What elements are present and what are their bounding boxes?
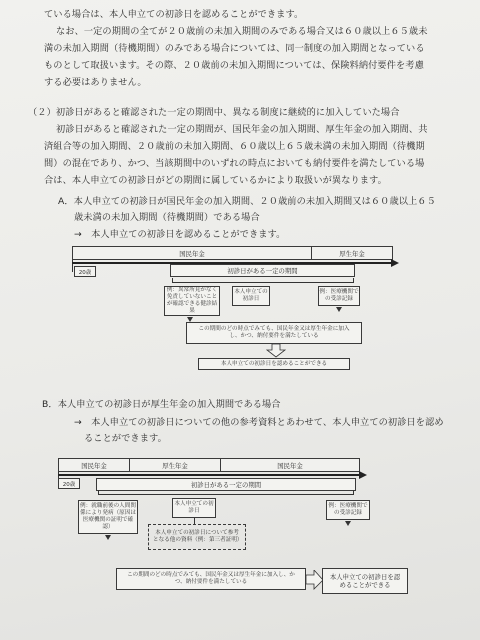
intro-line-5: する必要はありません。: [44, 77, 147, 88]
diagramB-header-kokumin-1: 国民年金: [58, 458, 130, 472]
diagramA-header-kosei: 厚生年金: [311, 246, 393, 260]
diagramA-example-box: 例：異常所見がなく免責していないことが確認できる健診結果: [164, 286, 220, 316]
caseB-line-1: B．本人申立ての初診日が厚生年金の加入期間である場合: [42, 399, 281, 410]
diagramB-arrow-right: [345, 521, 351, 526]
diagramB-timeline-arrowhead: [359, 471, 367, 479]
caseB-line-3: ることができます。: [84, 433, 167, 444]
diagramA-result-box: 本人申立ての初診日を認めることができる: [198, 358, 350, 370]
diagramA-period-bracket: [172, 282, 354, 283]
caseB-line-2: → 本人申立ての初診日についての他の参考資料とあわせて、本人申立ての初診日を認め: [74, 417, 444, 428]
diagramA-header-kokumin: 国民年金: [72, 246, 312, 260]
diagramB-bracket-left: [98, 490, 99, 495]
diagramA-bracket-left: [172, 278, 173, 283]
caseA-line-1: A．本人申立ての初診日が国民年金の加入期間、２０歳前の未加入期間又は６０歳以上６５: [58, 196, 436, 207]
section2-line-5: 合は、本人申立ての初診日がどの期間に属しているかにより取扱いが異なります。: [44, 175, 387, 186]
section2-line-4: 間）の混在であり、かつ、当該期間中のいずれの時点においても納付要件を満たしている場: [44, 158, 425, 169]
section2-heading: （２）初診日があると確認された一定の期間中、異なる制度に継続的に加入していた場合: [28, 107, 400, 118]
diagramA-record-box: 例：医療機関での受診記録: [318, 286, 360, 306]
diagramA-arrow-right: [336, 307, 342, 312]
diagramB-selfreport-box: 本人申立ての初診日: [172, 498, 216, 518]
diagramB-bracket-right: [353, 490, 354, 495]
section2-line-2: 初診日があると確認された一定の期間が、国民年金の加入期間、厚生年金の加入期間、共: [56, 124, 428, 135]
diagramB-header-kokumin-2: 国民年金: [220, 458, 360, 472]
diagramA-timeline-arrowhead: [391, 259, 399, 267]
diagramB-timeline: [58, 474, 360, 476]
intro-line-2: なお、一定の期間の全てが２０歳前の未加入期間のみである場合又は６０歳以上６５歳未: [56, 26, 428, 37]
section2-line-3: 済組合等の加入期間、２０歳前の未加入期間、６０歳以上６５歳未満の未加入期間（待機期: [44, 141, 425, 152]
intro-line-3: 満の未加入期間（待機期間）のみである場合については、同一制度の加入期間となっている: [44, 43, 425, 54]
diagramA-selfreport-box: 本人申立ての初診日: [232, 286, 270, 306]
diagramB-period-bracket: [98, 494, 354, 495]
diagramB-example-box: 例：就職前後の人間関係により発病（原因は医療機関の証明で確認）: [78, 500, 138, 534]
diagramB-age-label: 20歳: [58, 478, 80, 489]
intro-line-1: ている場合は、本人申立ての初診日を認めることができます。: [44, 9, 304, 20]
diagramB-period-label: 初診日がある一定の期間: [96, 478, 356, 491]
diagramA-bracket-right: [353, 278, 354, 283]
diagramB-condition-box: この期間のどの時点でみても、国民年金又は厚生年金に加入し、かつ、納付要件を満たしている: [116, 568, 306, 590]
diagramB-reference-box: 本人申立ての初診日について参考となる他の資料（例：第三者証明）: [148, 524, 246, 550]
caseA-line-3: → 本人申立ての初診日を認めることができます。: [74, 229, 286, 240]
diagramB-record-box: 例：医療機関での受診記録: [326, 500, 370, 520]
diagramB-header-kosei: 厚生年金: [129, 458, 221, 472]
diagramB-result-box: 本人申立ての初診日を認めることができる: [322, 568, 408, 594]
caseA-line-2: 歳未満の未加入期間（待機期間）である場合: [74, 212, 260, 223]
diagramA-age-label: 20歳: [74, 266, 96, 277]
diagramA-period-label: 初診日がある一定の期間: [170, 264, 355, 277]
intro-line-4: ものとして取扱います。その際、２０歳前の未加入期間については、保険料納付要件を考慮: [44, 60, 424, 71]
diagramB-arrow-left: [105, 535, 111, 540]
diagramA-down-arrow: [266, 344, 286, 358]
diagramA-condition-box: この期間のどの時点でみても、国民年金又は厚生年金に加入し、かつ、納付要件を満たしている: [186, 322, 362, 344]
